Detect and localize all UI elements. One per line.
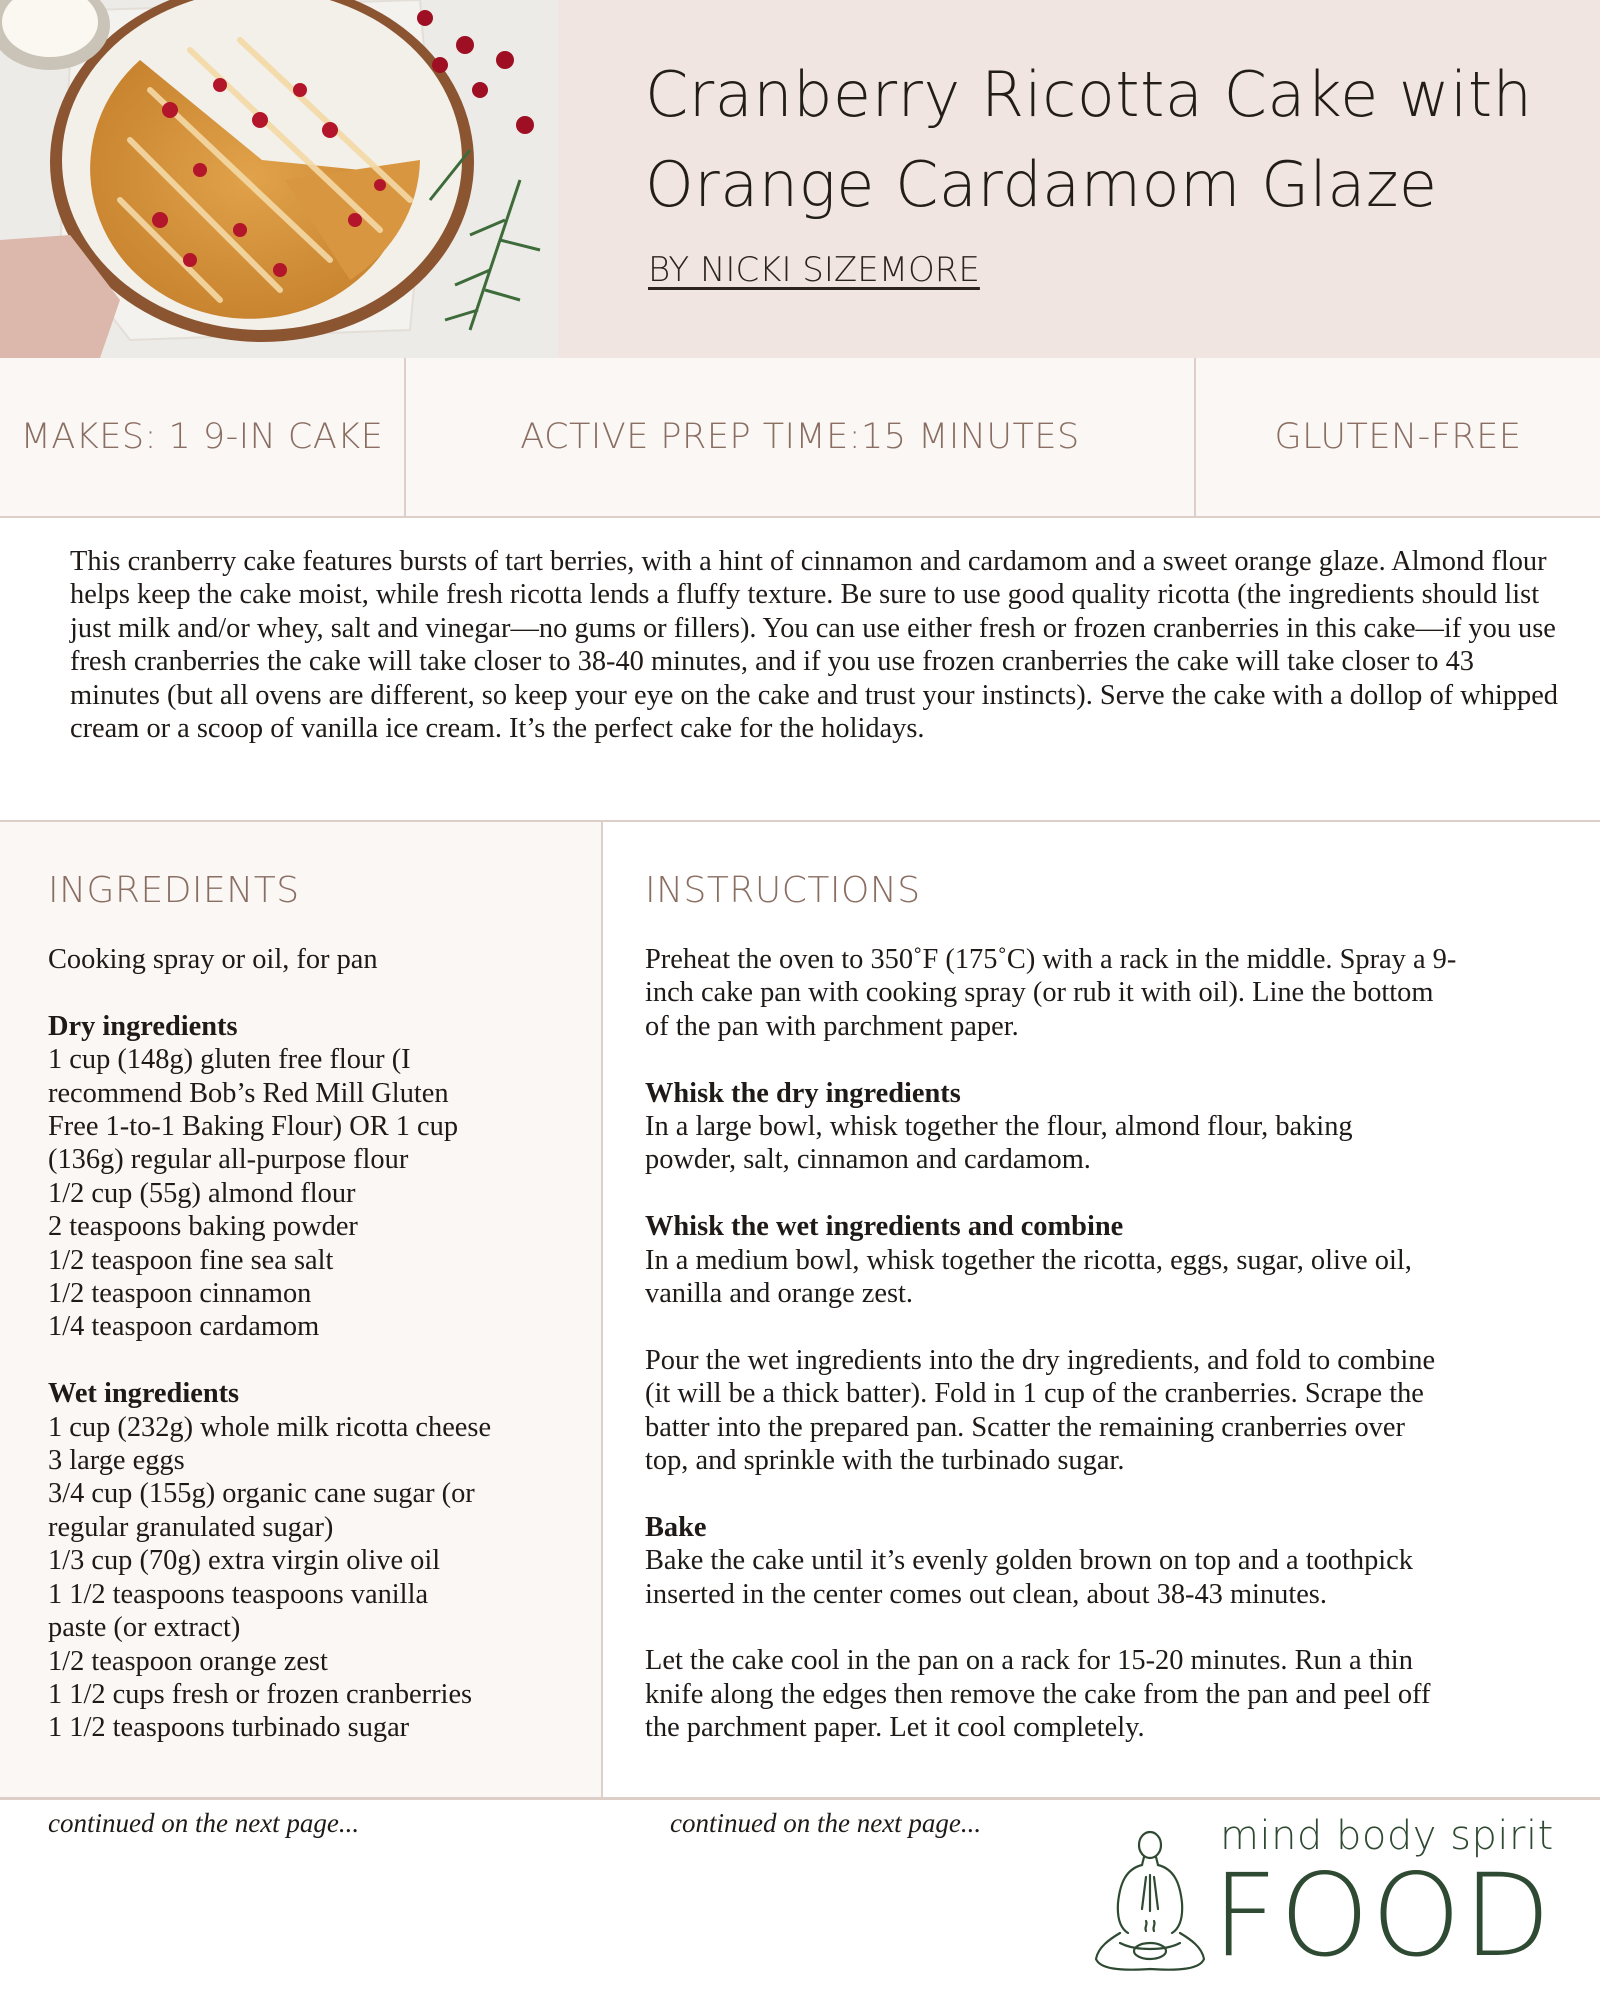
ingredient-line: 1 1/2 teaspoons turbinado sugar [48,1712,410,1744]
ingredient-line: 1 1/2 teaspoons teaspoons vanilla [48,1578,429,1610]
instruction-cool [645,1644,1565,1744]
instruction-subheading: Bake [645,1511,707,1543]
recipe-header [0,0,1600,358]
dry-ingredients-heading: Dry ingredients [48,1010,238,1042]
instruction-line: Bake the cake until it’s evenly golden brown on top and a toothpick [645,1545,1413,1577]
meditating-figure-icon [1090,1823,1210,1993]
instruction-line: inserted in the center comes out clean, about 38-43 minutes. [645,1578,1327,1610]
ingredient-line: (136g) regular all-purpose flour [48,1144,409,1176]
prep-time-label: ACTIVE PREP TIME:15 MINUTES [520,417,1080,457]
ingredient-line: 1 cup (232g) whole milk ricotta cheese [48,1411,492,1443]
column-divider [601,822,603,1797]
ingredient-line: 3/4 cup (155g) organic cane sugar (or [48,1478,475,1510]
ingredient-line: recommend Bob’s Red Mill Gluten [48,1077,449,1109]
author-byline-link[interactable]: BY NICKI SIZEMORE [648,250,980,290]
brand-tagline: mind body spirit [1220,1813,1554,1859]
ingredient-line: 2 teaspoons baking powder [48,1211,358,1243]
ingredient-line: 1 1/2 cups fresh or frozen cranberries [48,1678,473,1710]
instruction-line: In a medium bowl, whisk together the ricotta, eggs, sugar, olive oil, [645,1244,1412,1276]
instruction-wet [645,1210,1565,1310]
instruction-line: powder, salt, cinnamon and cardamom. [645,1144,1091,1176]
instruction-line: Preheat the oven to 350˚F (175˚C) with a rack in the middle. Spray a 9- [645,944,1457,975]
instruction-dry [645,1077,1565,1177]
instruction-line: (it will be a thick batter). Fold in 1 cup of the cranberries. Scrape the [645,1378,1424,1410]
ingredient-line: regular granulated sugar) [48,1511,334,1543]
divider [0,1797,1600,1800]
ingredient-pan: Cooking spray or oil, for pan [48,944,378,975]
instruction-combine [645,1344,1565,1478]
instruction-line: In a large bowl, whisk together the flour, almond flour, baking [645,1111,1353,1143]
instructions-heading: INSTRUCTIONS [645,870,921,911]
ingredients-heading: INGREDIENTS [48,870,300,911]
instruction-line: Let the cake cool in the pan on a rack for 15-20 minutes. Run a thin [645,1645,1413,1677]
ingredient-line: 1/3 cup (70g) extra virgin olive oil [48,1545,441,1577]
instruction-line: vanilla and orange zest. [645,1278,914,1310]
ingredient-line: 1 cup (148g) gluten free flour (I [48,1044,411,1076]
instruction-line: inch cake pan with cooking spray (or rub it with oil). Line the bottom [645,977,1434,1009]
instruction-subheading: Whisk the wet ingredients and combine [645,1211,1124,1243]
brand-wordmark: FOOD [1212,1849,1553,1982]
ingredient-line: 1/2 teaspoon orange zest [48,1645,328,1677]
recipe-meta-bar [0,358,1600,518]
diet-label: GLUTEN-FREE [1274,417,1522,457]
brand-logo [1090,1805,1590,1995]
ingredient-line: 1/2 cup (55g) almond flour [48,1177,356,1209]
ingredient-line: 1/4 teaspoon cardamom [48,1311,320,1343]
ingredients-list [48,943,588,1745]
instruction-bake [645,1511,1565,1611]
recipe-intro: This cranberry cake features bursts of tart berries, with a hint of cinnamon and cardamom and a sweet orange glaze. Almond flour helps keep the cake moist, while fresh ricotta lends a fluffy texture. Be sure to use good quality ricotta (the ingredients should list just milk and/or whey, salt and vinegar—no gums or fillers). You can use either fresh or frozen cranberries in this cake—if you use fresh cranberries the cake will take closer to 38-40 minutes, and if you use frozen cranberries the cake will take closer to 43 minutes (but all ovens are different, so keep your eye on the cake and trust your instincts). Serve the cake with a dollop of whipped cream or a scoop of vanilla ice cream. It’s the perfect cake for the holidays. [70,546,1558,745]
wet-ingredients-heading: Wet ingredients [48,1378,240,1410]
instruction-line: the parchment paper. Let it cool completely. [645,1712,1145,1744]
title-line-2: Orange Cardamom Glaze [645,148,1438,221]
ingredient-line: 1/2 teaspoon cinnamon [48,1278,312,1310]
instruction-line: Pour the wet ingredients into the dry ingredients, and fold to combine [645,1344,1436,1376]
title-line-1: Cranberry Ricotta Cake with [645,58,1533,131]
cake-photo [0,0,558,358]
instruction-line: knife along the edges then remove the cake from the pan and peel off [645,1678,1431,1710]
ingredient-line: paste (or extract) [48,1612,241,1644]
continued-note-right: continued on the next page... [670,1808,982,1838]
instruction-line: top, and sprinkle with the turbinado sugar. [645,1445,1125,1477]
instruction-line: batter into the prepared pan. Scatter the remaining cranberries over [645,1411,1405,1443]
continued-note-left: continued on the next page... [48,1808,360,1838]
recipe-title [645,50,1545,230]
ingredient-line: 3 large eggs [48,1445,185,1477]
instruction-preheat [645,943,1565,1043]
instruction-line: of the pan with parchment paper. [645,1010,1019,1042]
dry-ingredients-group [48,1010,588,1344]
instruction-subheading: Whisk the dry ingredients [645,1077,961,1109]
ingredient-line: Free 1-to-1 Baking Flour) OR 1 cup [48,1111,459,1143]
wet-ingredients-group [48,1377,588,1744]
ingredient-line: 1/2 teaspoon fine sea salt [48,1244,334,1276]
instructions-list [645,943,1565,1778]
makes-label: MAKES: 1 9-IN CAKE [20,417,384,457]
